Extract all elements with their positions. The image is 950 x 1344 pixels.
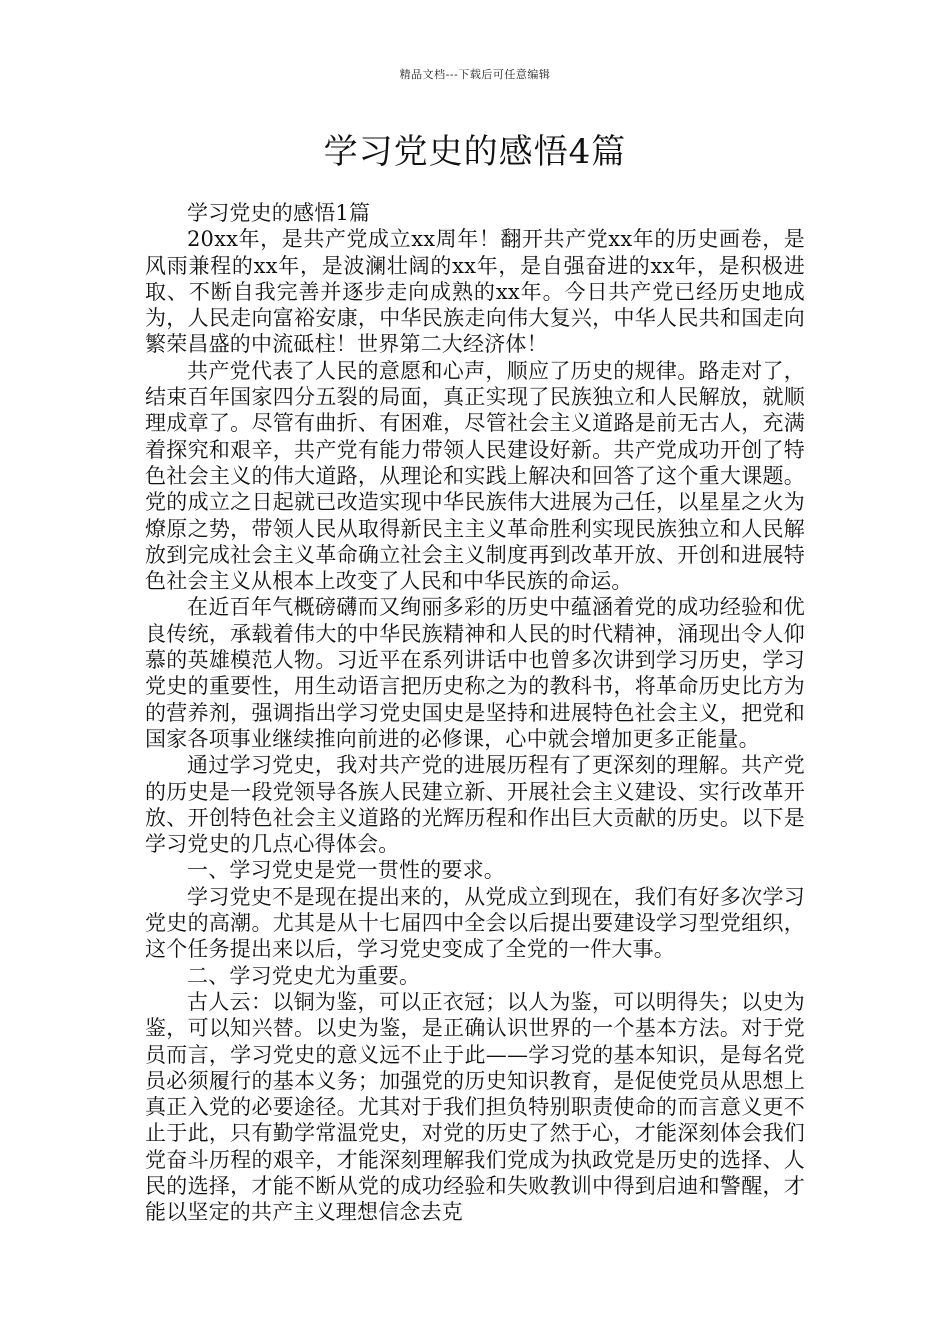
subheading: 一、学习党史是党一贯性的要求。 (187, 858, 505, 883)
paragraph: 学习党史不是现在提出来的，从党成立到现在，我们有好多次学习党史的高潮。尤其是从十七届四中全会以后提出要建设学习型党组织，这个任务提出来以后，学习党史变成了全党的一件大事。 (145, 884, 805, 962)
document-title: 学习党史的感悟4篇 (323, 132, 627, 172)
paragraph: 20xx年，是共产党成立xx周年！翻开共产党xx年的历史画卷，是风雨兼程的xx年，是波澜壮阔的xx年，是自强奋进的xx年，是积极进取、不断自我完善并逐步走向成熟的xx年。今日共产党已经历史地成为，人民走向富裕安康，中华民族走向伟大复兴，中华人民共和国走向繁荣昌盛的中流砥柱！世界第二大经济体！ (145, 227, 805, 357)
paragraph: 在近百年气概磅礴而又绚丽多彩的历史中蕴涵着党的成功经验和优良传统，承载着伟大的中华民族精神和人民的时代精神，涌现出令人仰慕的英雄模范人物。习近平在系列讲话中也曾多次讲到学习历史，学习党史的重要性，用生动语言把历史称之为的教科书，将革命历史比方为的营养剂，强调指出学习党史国史是坚持和进展特色社会主义，把党和国家各项事业继续推向前进的必修课，心中就会增加更多正能量。 (145, 595, 805, 751)
subheading: 二、学习党史尤为重要。 (187, 963, 421, 988)
paragraph: 古人云：以铜为鉴，可以正衣冠；以人为鉴，可以明得失；以史为鉴，可以知兴替。以史为鉴，是正确认识世界的一个基本方法。对于党员而言，学习党史的意义远不止于此——学习党的基本知识，是每名党员必须履行的基本义务；加强党的历史知识教育，是促使党员从思想上真正入党的必要途径。尤其对于我们担负特别职责使命的而言意义更不止于此，只有勤学常温党史，对党的历史了然于心，才能深刻体会我们党奋斗历程的艰辛，才能深刻理解我们党成为执政党是历史的选择、人民的选择，才能不断从党的成功经验和失败教训中得到启迪和警醒，才能以坚定的共产主义理想信念去克 (145, 989, 805, 1225)
document-body (145, 200, 805, 1226)
paragraph: 共产党代表了人民的意愿和心声，顺应了历史的规律。路走对了，结束百年国家四分五裂的局面，真正实现了民族独立和人民解放，就顺理成章了。尽管有曲折、有困难，尽管社会主义道路是前无古人，充满着探究和艰辛，共产党有能力带领人民建设好新。共产党成功开创了特色社会主义的伟大道路，从理论和实践上解决和回答了这个重大课题。党的成立之日起就已改造实现中华民族伟大进展为己任，以星星之火为燎原之势，带领人民从取得新民主主义革命胜利实现民族独立和人民解放到完成社会主义革命确立社会主义制度再到改革开放、开创和进展特色社会主义从根本上改变了人民和中华民族的命运。 (145, 358, 805, 594)
section-heading: 学习党史的感悟1篇 (187, 201, 371, 225)
header-note: 精品文档---下载后可任意编辑 (399, 68, 551, 81)
paragraph: 通过学习党史，我对共产党的进展历程有了更深刻的理解。共产党的历史是一段党领导各族人民建立新、开展社会主义建设、实行改革开放、开创特色社会主义道路的光辉历程和作出巨大贡献的历史。以下是学习党史的几点心得体会。 (145, 753, 805, 857)
